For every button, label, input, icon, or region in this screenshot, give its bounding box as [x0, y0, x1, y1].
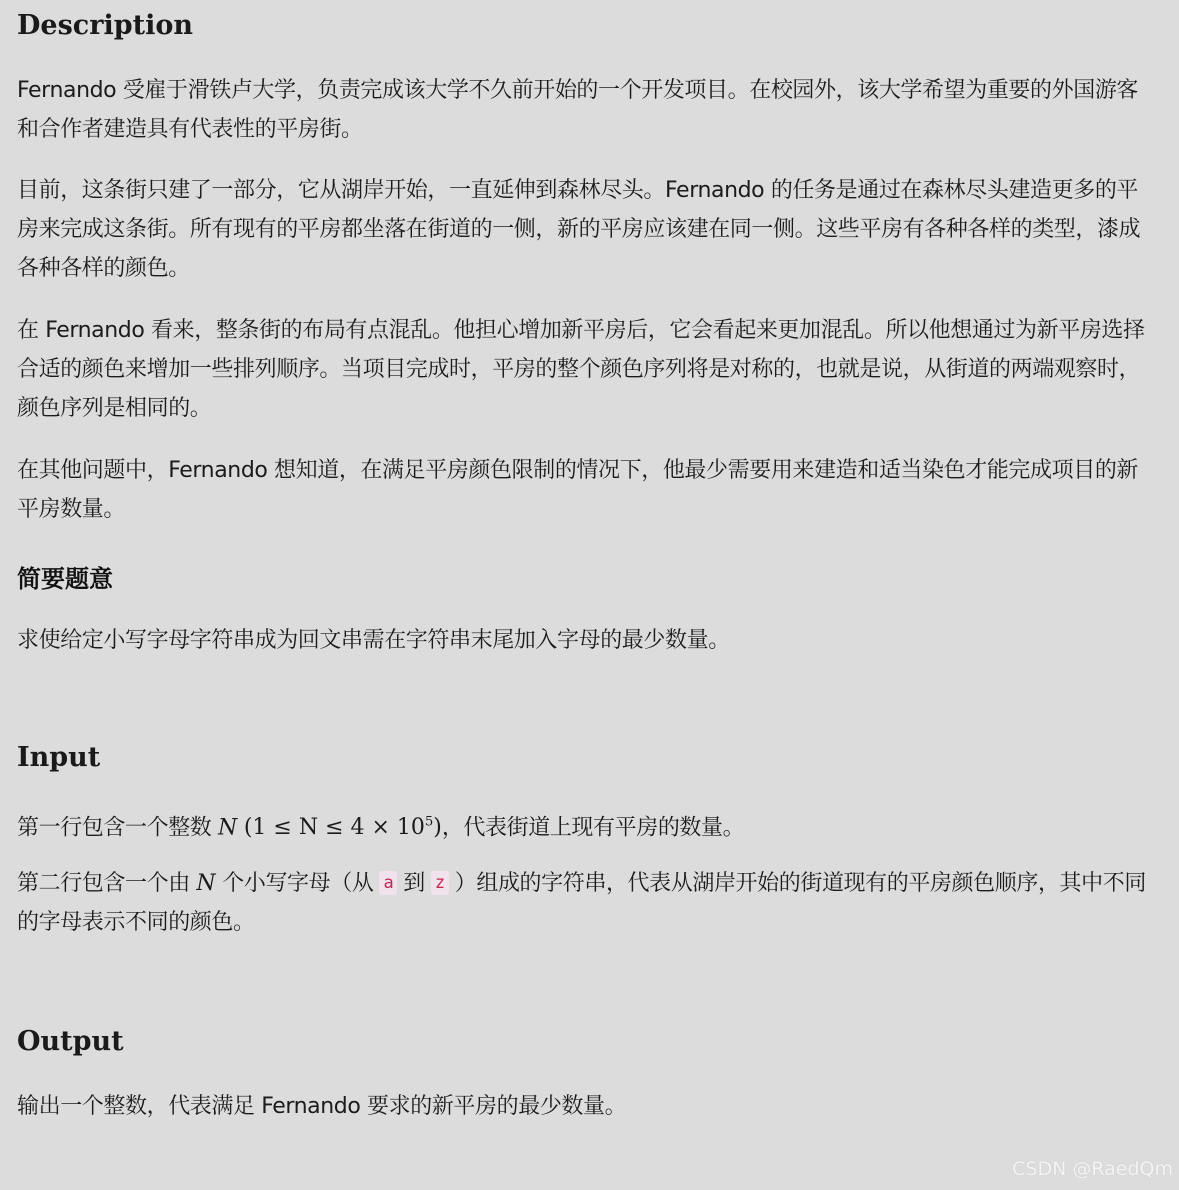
summary-text: 求使给定小写字母字符串成为回文串需在字符串末尾加入字母的最少数量。	[17, 628, 730, 653]
input-line-1	[17, 803, 1157, 847]
math-var-n: N	[218, 815, 238, 841]
math-exponent: 5	[424, 815, 434, 830]
input-line-1-suffix: ，代表街道上现有平房的数量。	[441, 815, 745, 841]
code-a: a	[379, 871, 397, 895]
code-z: z	[431, 871, 449, 895]
input-line-2-prefix: 第二行包含一个由	[17, 871, 197, 896]
description-paragraph-3: 在 Fernando 看来，整条街的布局有点混乱。他担心增加新平房后，它会看起来更加混乱。所以他想通过为新平房选择合适的颜色来增加一些排列顺序。当项目完成时，平房的整个颜色序列将是对称的，也就是说，从街道的两端观察时，颜色序列是相同的。	[17, 318, 1145, 421]
input-line-2	[17, 864, 1157, 942]
output-text: 输出一个整数，代表满足 Fernando 要求的新平房的最少数量。	[17, 1094, 627, 1119]
input-line-2-suffix: ）组成的字符串，代表从湖岸开始的街道现有的平房颜色顺序，其中不同的字母表示不同的颜色。	[17, 871, 1146, 935]
description-paragraph-1: Fernando 受雇于滑铁卢大学，负责完成该大学不久前开始的一个开发项目。在校园外，该大学希望为重要的外国游客和合作者建造具有代表性的平房街。	[17, 78, 1139, 142]
math-var-n-2: N	[196, 871, 216, 896]
summary-heading: 简要题意	[17, 565, 113, 593]
description-paragraph-2: 目前，这条街只建了一部分，它从湖岸开始，一直延伸到森林尽头。Fernando 的任务是通过在森林尽头建造更多的平房来完成这条街。所有现有的平房都坐落在街道的一侧，新的平房应该建在同一侧。这些平房有各种各样的类型，漆成各种各样的颜色。	[17, 178, 1141, 281]
description-heading: Description	[17, 10, 193, 41]
description-paragraph-4: 在其他问题中，Fernando 想知道，在满足平房颜色限制的情况下，他最少需要用来建造和适当染色才能完成项目的新平房数量。	[17, 458, 1139, 522]
math-constraint: $(1 \le N \le 4 \times 10^5)$	[243, 815, 442, 841]
watermark: CSDN @RaedQm	[1012, 1158, 1173, 1180]
input-line-1-prefix: 第一行包含一个整数	[17, 815, 218, 841]
input-line-2-to: 到	[403, 871, 425, 896]
output-heading: Output	[17, 1026, 124, 1057]
input-heading: Input	[17, 742, 101, 773]
input-line-2-mid: 个小写字母（从	[215, 871, 374, 896]
